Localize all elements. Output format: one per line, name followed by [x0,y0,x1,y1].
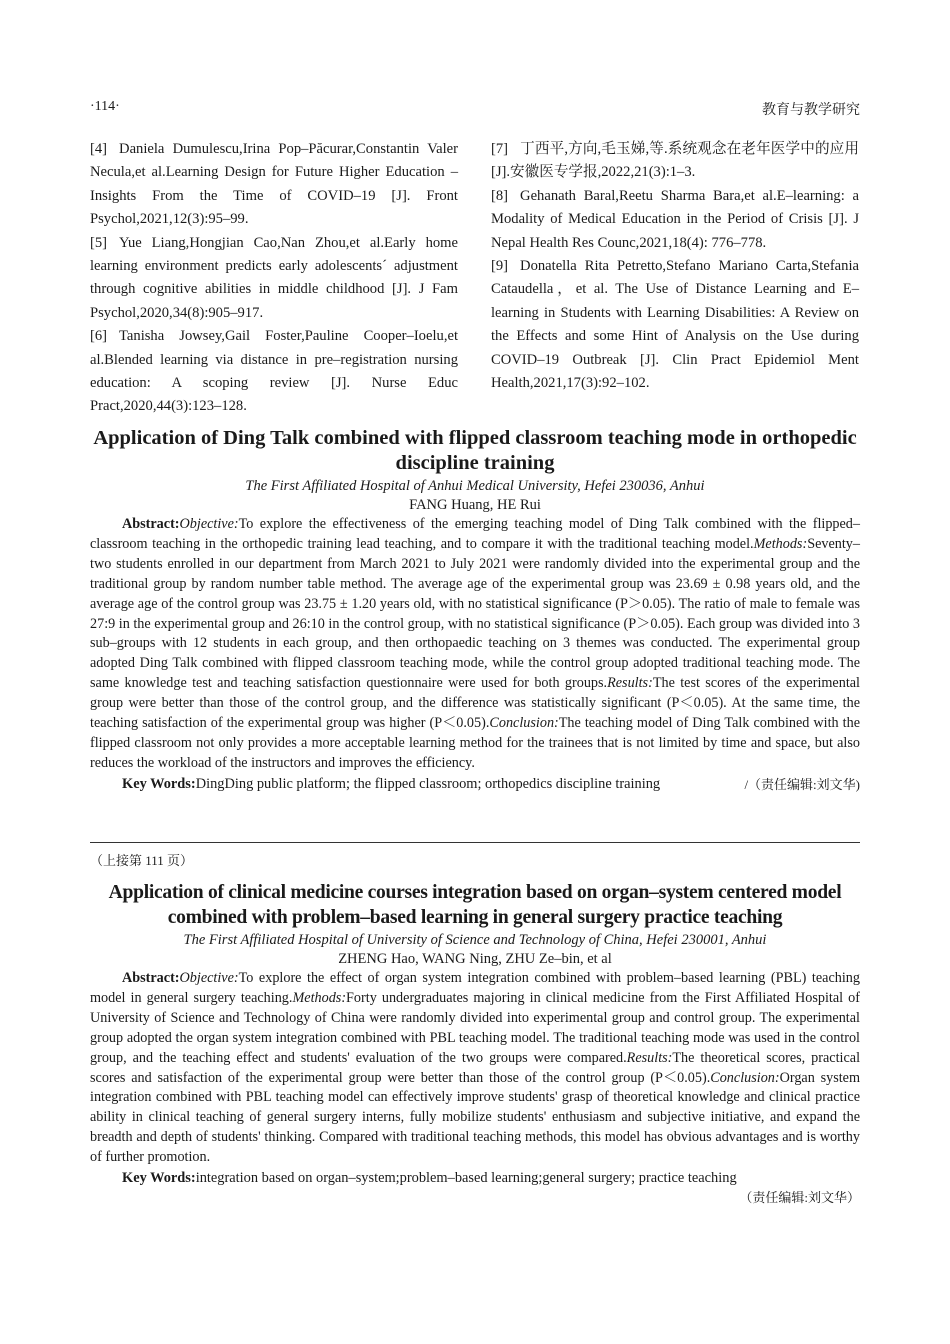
editor-note: /（责任编辑:刘文华) [744,776,860,792]
abstract-body: Abstract:Objective:To explore the effect of organ system integration combined with problem–based learning (PBL) teaching model in general surgery teaching.Methods:Forty undergraduates majoring in clinical medicine from the First Affiliated Hospital of University of Science and Technology of China were randomly divided into experimental group and control group. The experimental group adopted the organ system integration combined with PBL teaching model. The traditional teaching mode was used in the control group, and the teaching effect and students' evaluation of the two groups were compared.Results:The theoretical scores, practical scores and satisfaction of the experimental group were better than those of the control group (P＜0.05).Conclusion:Organ system integration combined with PBL teaching model can effectively improve students' grasp of theoretical knowledge and clinical practice ability in clinical teaching of general surgery interns, fully mobilize students' enthusiasm and subjective initiative, and expand the breadth and depth of students' thinking. Compared with traditional teaching methods, this model has obvious advantages and is worthy of further promotion. [90,970,861,1166]
continued-from-note: （上接第 111 页） [90,853,194,868]
article-authors: ZHENG Hao, WANG Ning, ZHU Ze–bin, et al [338,951,612,967]
reference-item: [6] Tanisha Jowsey,Gail Foster,Pauline Cooper–Ioelu,et al.Blended learning via distance in pre–registration nursing education: A scoping review [J]. Nurse Educ Pract,2020,44(3):123–128. [90,328,458,415]
reference-item: [8] Gehanath Baral,Reetu Sharma Bara,et al.E–learning: a Modality of Medical Education in the Period of Crisis [J]. J Nepal Health Res Counc,2021,18(4): 776–778. [491,187,859,251]
editor-note: （责任编辑:刘文华） [739,1190,860,1206]
article-title: Application of Ding Talk combined with flipped classroom teaching mode in orthopedic discipline training [93,427,857,474]
key-words: Key Words:DingDing public platform; the flipped classroom; orthopedics discipline training /（责任编辑:刘文华) [90,774,860,795]
article-1-english-abstract [90,426,860,795]
article-affiliation: The First Affiliated Hospital of Anhui Medical University, Hefei 230036, Anhui [245,478,705,494]
reference-item: [4] Daniela Dumulescu,Irina Pop–Păcurar,Constantin Valer Necula,et al.Learning Design for Future Higher Education – Insights From the Time of COVID–19 [J]. Front Psychol,2021,12(3):95–99. [90,141,458,228]
reference-column-left [90,138,458,419]
journal-name: 教育与教学研究 [762,103,860,118]
page-number: ·114· [90,99,120,114]
section-divider [90,842,860,843]
reference-column-right [491,138,859,395]
article-affiliation: The First Affiliated Hospital of University of Science and Technology of China, Hefei 230001, Anhui [183,932,767,948]
article-2-english-abstract [90,880,860,1207]
reference-item: [5] Yue Liang,Hongjian Cao,Nan Zhou,et al.Early home learning environment predicts early adolescents´ adjustment through cognitive abilities in middle childhood [J]. J Fam Psychol,2020,34(8):905–917. [90,234,458,321]
abstract-body: Abstract:Objective:To explore the effectiveness of the emerging teaching model of Ding Talk combined with the flipped–classroom teaching in the orthopedic training lead teaching, and to compare it with the traditional teaching model.Methods:Seventy–two students enrolled in our department from March 2021 to July 2021 were randomly divided into the experimental group and the traditional group by random number table method. The average age of the experimental group was 23.69 ± 0.98 years old, and the average age of the control group was 23.75 ± 1.20 years old, with no statistical significance (P＞0.05). The ratio of male to female was 27:9 in the experimental group and 26:10 in the control group, with no statistical significance (P＞0.05). Each group was divided into 3 sub–groups with 12 students in each group, and then orthopaedic teaching on 3 themes was conducted. The experimental group adopted Ding Talk combined with flipped classroom teaching mode, while the control group adopted traditional teaching mode. The same knowledge test and teaching satisfaction questionnaire were used for both groups.Results:The test scores of the experimental group were better than those of the control group, and the difference was statistically significant (P＜0.05). At the same time, the teaching satisfaction of the experimental group was higher (P＜0.05).Conclusion:The teaching model of Ding Talk combined with the flipped classroom not only provides a more acceptable learning method for the trainees that is not limited by time and space, but also reduces the workload of the instructors and improves the efficiency. [90,516,860,771]
article-title: Application of clinical medicine courses integration based on organ–system centered model combined with problem–based learning in general surgery practice teaching [108,882,842,928]
page-header [90,99,860,121]
article-authors: FANG Huang, HE Rui [409,497,541,513]
reference-item: [7] 丁西平,方向,毛玉娣,等.系统观念在老年医学中的应用[J].安徽医专学报,2022,21(3):1–3. [491,141,859,181]
key-words: Key Words:integration based on organ–system;problem–based learning;general surgery; practice teaching [122,1170,737,1187]
reference-item: [9] Donatella Rita Petretto,Stefano Mariano Carta,Stefania Cataudella，et al. The Use of Distance Learning and E–learning in Students with Learning Disabilities: A Review on the Effects and some Hint of Analysis on the Use during COVID–19 Outbreak [J]. Clin Pract Epidemiol Ment Health,2021,17(3):92–102. [491,258,859,392]
reference-list [90,138,860,415]
